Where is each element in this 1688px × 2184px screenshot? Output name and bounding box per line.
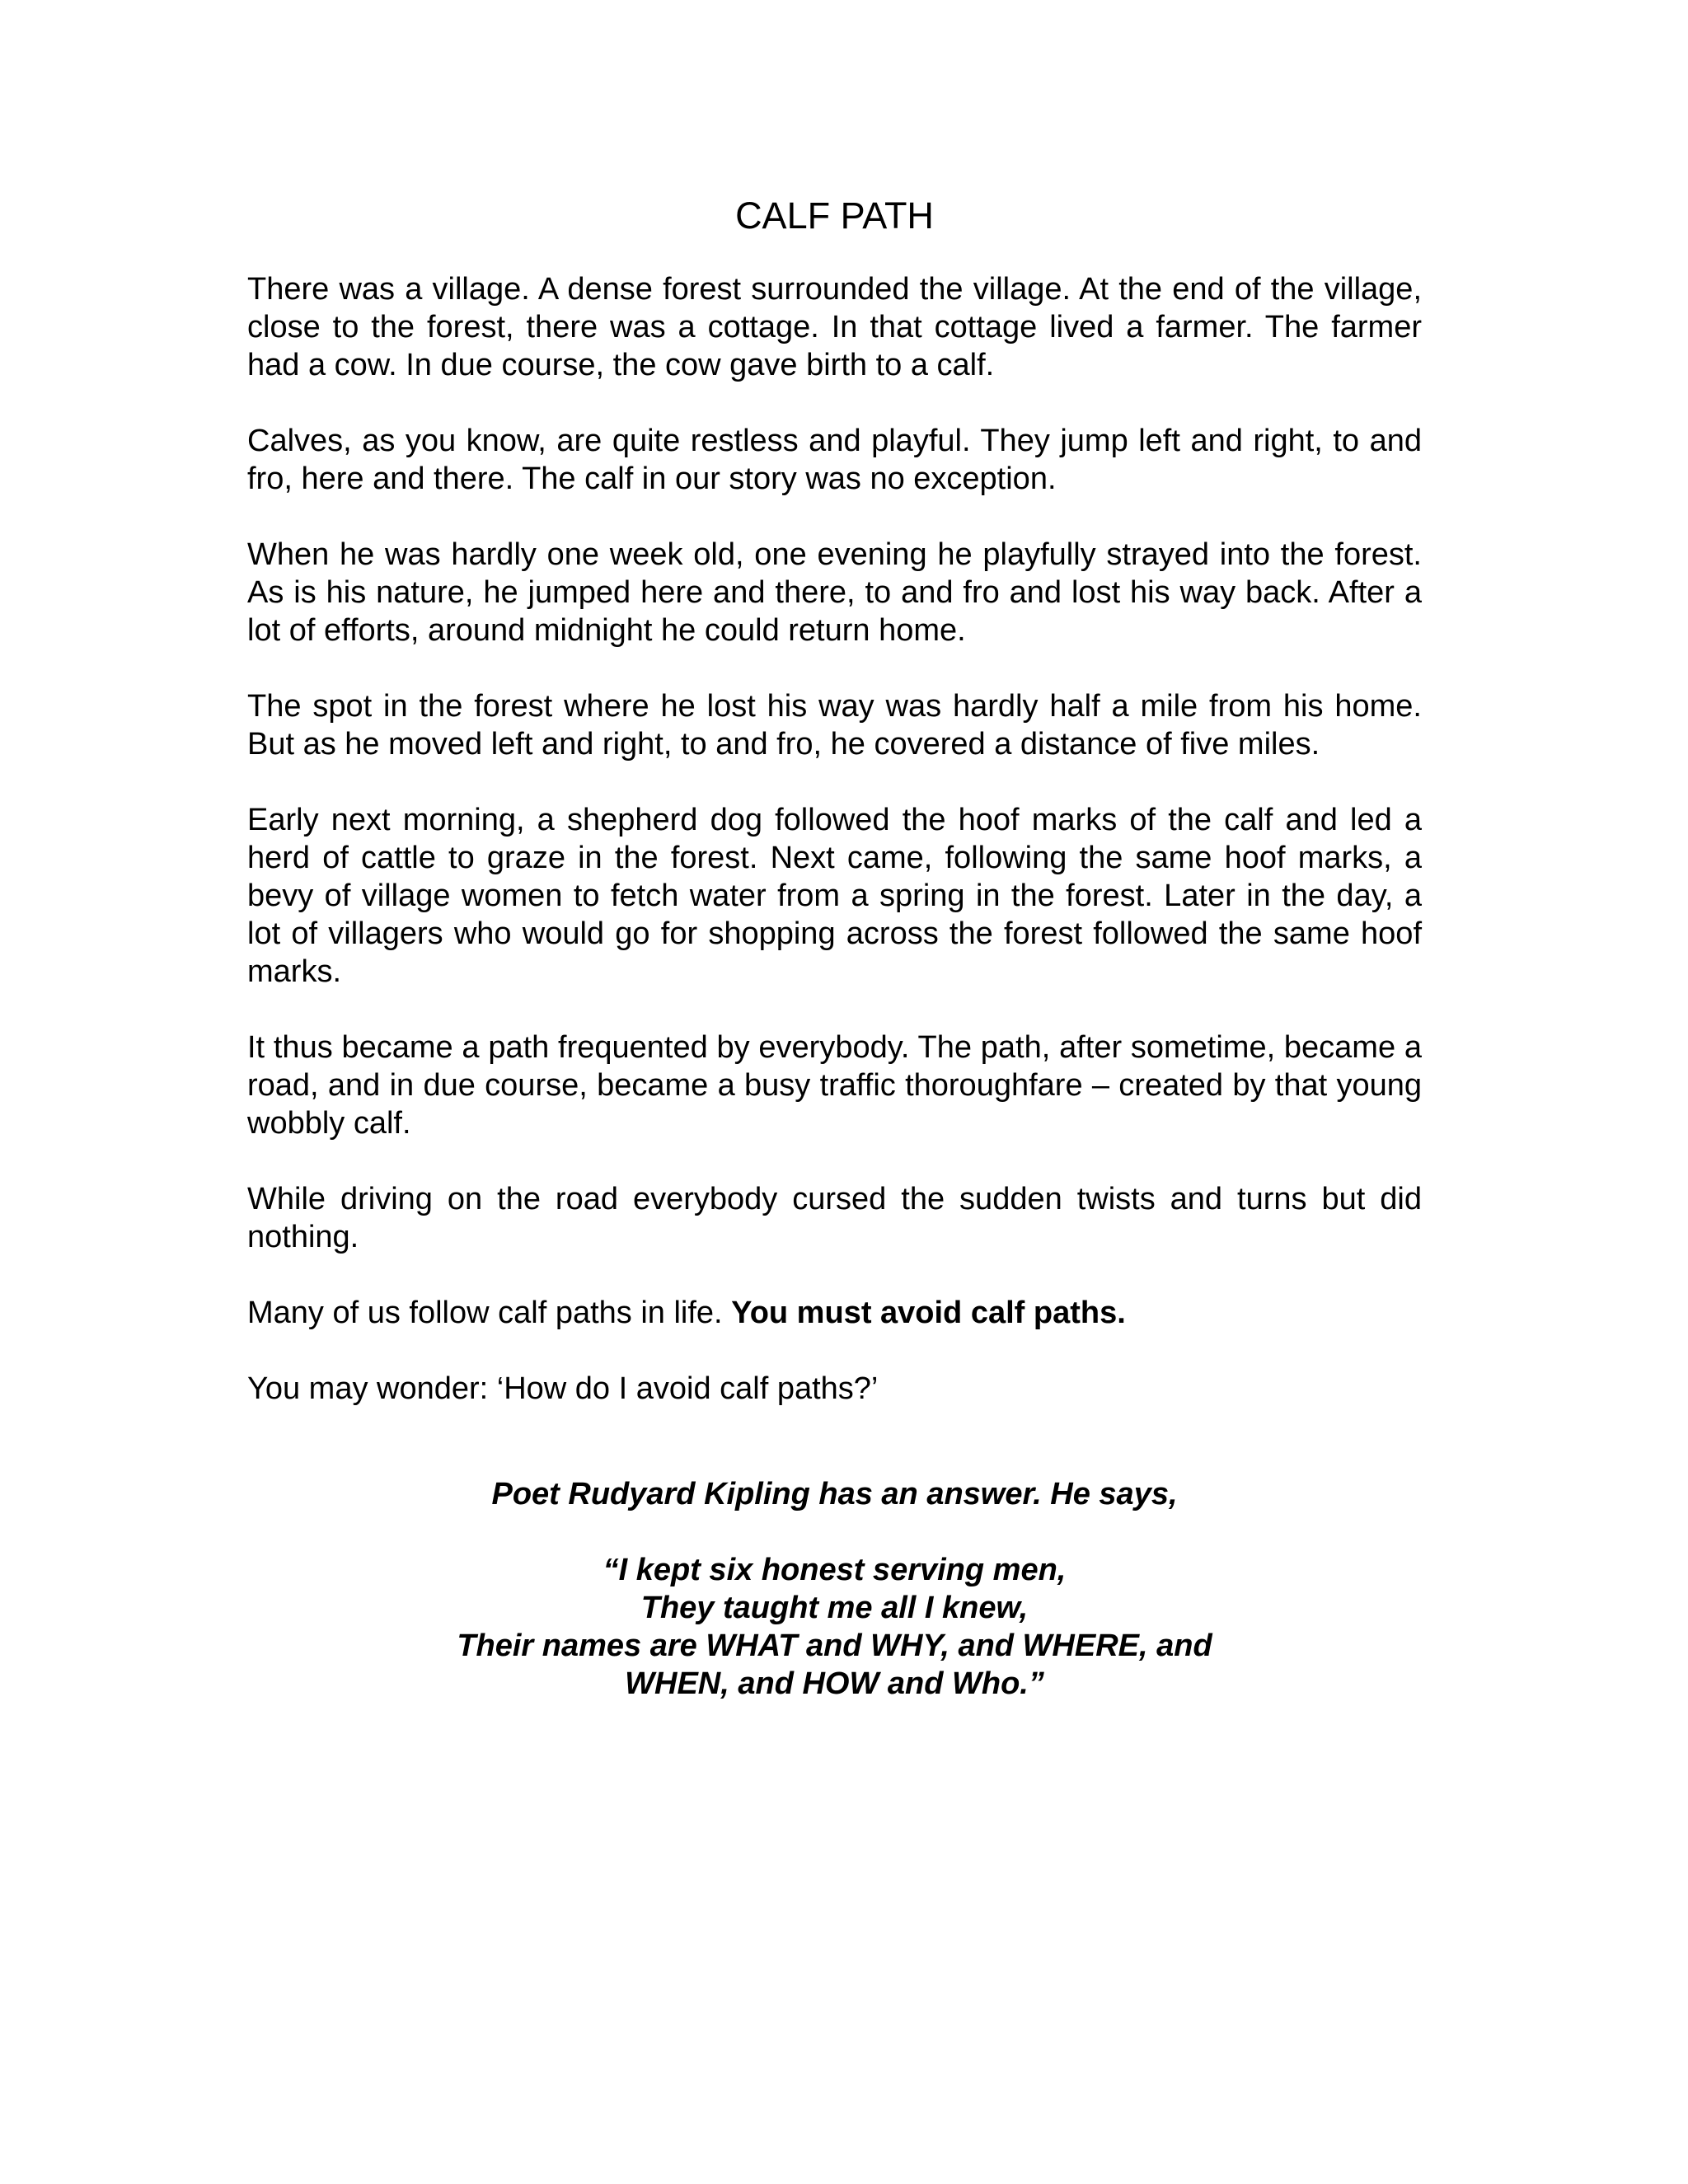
paragraph-driving: While driving on the road everybody cursed the sudden twists and turns but did nothing.	[247, 1182, 1422, 1254]
paragraph-advice	[247, 1294, 1422, 1332]
quote-intro: Poet Rudyard Kipling has an answer. He says,	[491, 1477, 1178, 1511]
poem-line: WHEN, and HOW and Who.”	[625, 1666, 1044, 1701]
paragraph-strayed: When he was hardly one week old, one evening he playfully strayed into the forest. As is his nature, he jumped here and there, to and fro and lost his way back. After a lot of efforts, around midnight he could return home.	[247, 537, 1422, 648]
paragraph-thoroughfare: It thus became a path frequented by everybody. The path, after sometime, became a road, and in due course, became a busy traffic thoroughfare – created by that young wobbly calf.	[247, 1030, 1422, 1141]
paragraph-hoof-marks: Early next morning, a shepherd dog followed the hoof marks of the calf and led a herd of cattle to graze in the forest. Next came, following the same hoof marks, a bevy of village women to fetch water from a spring in the forest. Later in the day, a lot of villagers who would go for shopping across the forest followed the same hoof marks.	[247, 803, 1422, 989]
paragraph-village: There was a village. A dense forest surrounded the village. At the end of the village, close to the forest, there was a cottage. In that cottage lived a farmer. The farmer had a cow. In due course, the cow gave birth to a calf.	[247, 272, 1422, 382]
advice-emphasis: You must avoid calf paths.	[731, 1296, 1126, 1330]
poem	[247, 1551, 1422, 1703]
kipling-quote	[247, 1475, 1422, 1703]
poem-line: They taught me all I knew,	[640, 1591, 1029, 1625]
paragraph-question: You may wonder: ‘How do I avoid calf paths?’	[247, 1371, 879, 1406]
poem-line: “I kept six honest serving men,	[603, 1553, 1067, 1587]
paragraph-distance: The spot in the forest where he lost his way was hardly half a mile from his home. But as he moved left and right, to and fro, he covered a distance of five miles.	[247, 689, 1422, 762]
poem-line: Their names are WHAT and WHY, and WHERE, and	[457, 1629, 1212, 1663]
advice-lead: Many of us follow calf paths in life.	[247, 1296, 732, 1330]
document-title: CALF PATH	[735, 194, 934, 237]
paragraph-calves: Calves, as you know, are quite restless and playful. They jump left and right, to and fro, here and there. The calf in our story was no exception.	[247, 424, 1422, 496]
document-page	[247, 191, 1422, 1703]
